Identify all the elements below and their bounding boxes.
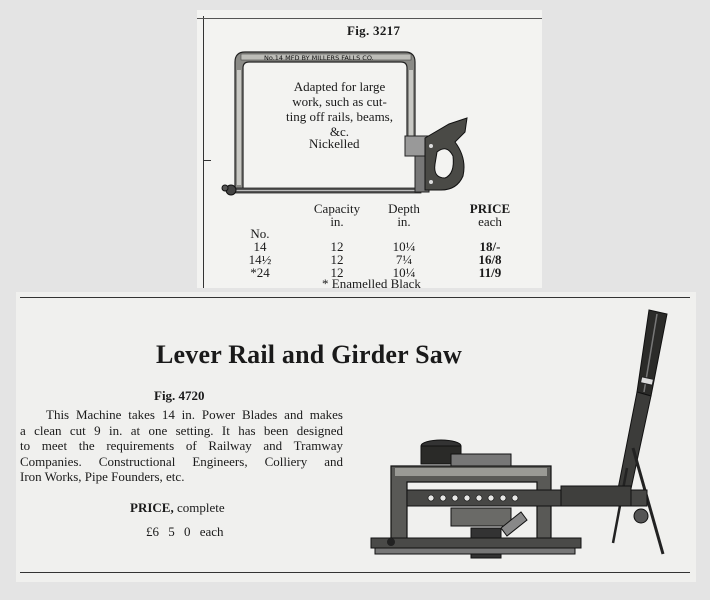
price-label-suffix: complete xyxy=(176,500,225,515)
row-no: *24 xyxy=(250,265,270,280)
header-price-unit: each xyxy=(478,214,502,229)
header-price: PRICE xyxy=(469,201,511,216)
row-depth: 10¼ xyxy=(392,265,416,280)
price-label-bold: PRICE, xyxy=(130,500,174,515)
description-line: This Machine takes 14 in. Power Blades and makes xyxy=(46,407,343,422)
row-price: 18/- xyxy=(479,239,501,254)
girder-saw-illustration xyxy=(351,298,691,568)
description xyxy=(20,407,343,485)
description-line: a clean cut 9 in. at one setting. It has been designed xyxy=(20,422,343,438)
description-line: Companies. Constructional Engineers, Colliery and xyxy=(20,453,343,469)
header-depth: Depth xyxy=(388,201,420,216)
row-capacity: 12 xyxy=(330,252,344,267)
figure-label: Fig. 4720 xyxy=(154,388,205,403)
header-capacity-unit: in. xyxy=(330,214,344,229)
description-line: &c. xyxy=(329,124,350,139)
row-price: 16/8 xyxy=(478,252,502,267)
description-line: to meet the requirements of Railway and Tramway xyxy=(20,438,343,453)
description-line: ting off rails, beams, xyxy=(286,109,393,124)
frame-stamp: No.14 MFD BY MILLERS FALLS CO. xyxy=(264,54,374,62)
description-line: work, such as cut- xyxy=(292,94,387,109)
row-capacity: 12 xyxy=(330,265,344,280)
price-value: £6 5 0 each xyxy=(146,524,224,539)
description-line: Iron Works, Pipe Founders, etc. xyxy=(20,469,185,484)
row-no: 14 xyxy=(253,239,267,254)
finish-label: Nickelled xyxy=(309,136,360,151)
page-title: Lever Rail and Girder Saw xyxy=(156,340,462,369)
header-depth-unit: in. xyxy=(397,214,411,229)
row-depth: 7¼ xyxy=(395,252,413,267)
bottom-rule xyxy=(20,572,690,573)
girder-saw-clipping xyxy=(16,292,696,582)
row-capacity: 12 xyxy=(330,239,344,254)
hacksaw-clipping xyxy=(197,10,542,291)
row-no: 14½ xyxy=(248,252,272,267)
header-no: No. xyxy=(250,226,270,241)
footnote: * Enamelled Black xyxy=(322,276,421,291)
price-table xyxy=(197,10,542,288)
description-line: Adapted for large xyxy=(293,79,386,94)
figure-label: Fig. 3217 xyxy=(347,23,401,38)
price-label xyxy=(130,500,225,516)
row-price: 11/9 xyxy=(478,265,502,280)
header-capacity: Capacity xyxy=(313,201,361,216)
row-depth: 10¼ xyxy=(392,239,416,254)
